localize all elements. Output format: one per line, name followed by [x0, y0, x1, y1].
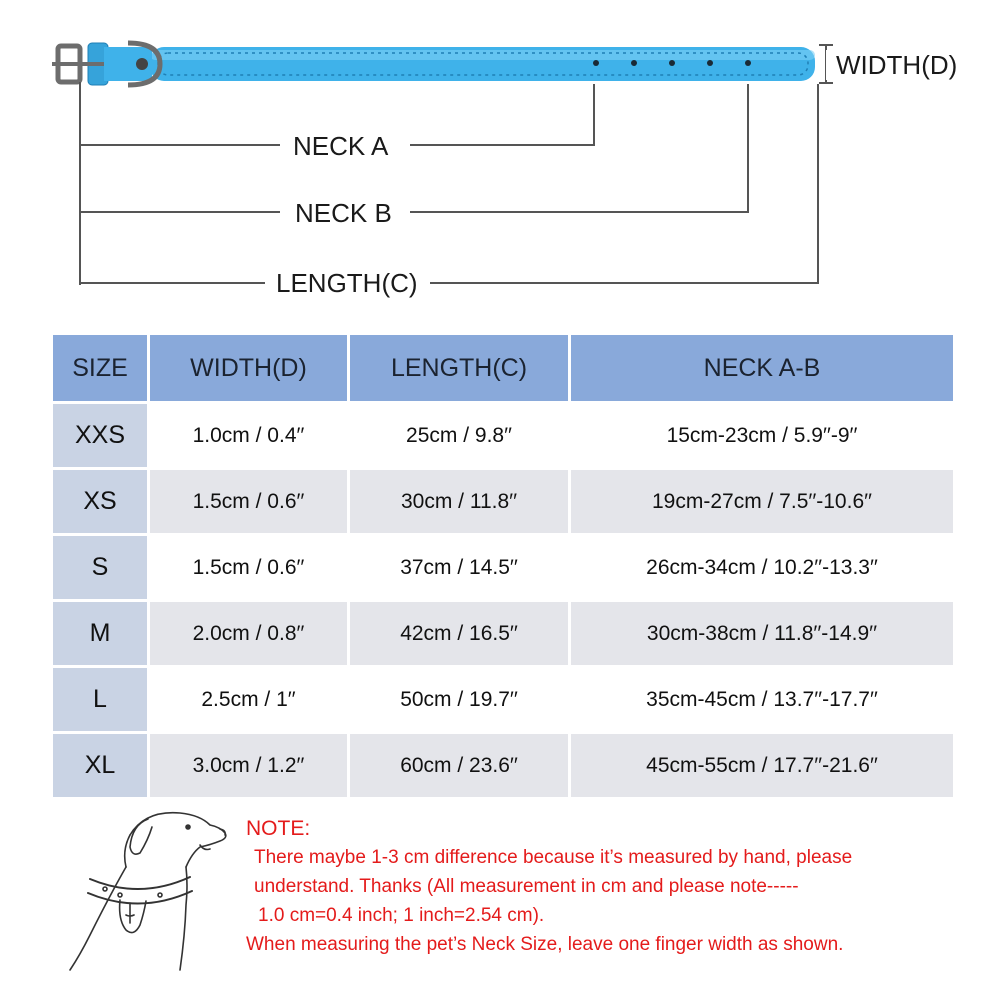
neck-cell: 15cm-23cm / 5.9′′-9′′: [571, 404, 953, 467]
size-cell: S: [53, 536, 147, 599]
measurement-note: [246, 814, 966, 959]
header-length: LENGTH(C): [350, 335, 568, 401]
header-size: SIZE: [53, 335, 147, 401]
dog-sketch-icon: [60, 805, 240, 975]
neck-a-label: NECK A: [283, 131, 398, 161]
size-cell: XL: [53, 734, 147, 797]
width-cell: 1.5cm / 0.6′′: [150, 470, 347, 533]
width-label: WIDTH(D): [826, 50, 967, 80]
table-row: [53, 470, 953, 533]
neck-cell: 26cm-34cm / 10.2′′-13.3′′: [571, 536, 953, 599]
length-label: LENGTH(C): [266, 268, 428, 298]
note-line: 1.0 cm=0.4 inch; 1 inch=2.54 cm).: [258, 905, 545, 926]
neck-cell: 35cm-45cm / 13.7′′-17.7′′: [571, 668, 953, 731]
collar-diagram: [0, 0, 1000, 320]
header-width: WIDTH(D): [150, 335, 347, 401]
length-cell: 30cm / 11.8′′: [350, 470, 568, 533]
collar-hole: [631, 60, 637, 66]
collar-hole: [707, 60, 713, 66]
table-row: [53, 536, 953, 599]
collar-strap-highlight: [150, 50, 815, 60]
table-header-row: [53, 335, 953, 401]
neck-cell: 45cm-55cm / 17.7′′-21.6′′: [571, 734, 953, 797]
table-row: [53, 404, 953, 467]
note-title: NOTE:: [246, 817, 311, 840]
length-cell: 50cm / 19.7′′: [350, 668, 568, 731]
note-line: There maybe 1-3 cm difference because it’s measured by hand, please: [254, 847, 853, 868]
length-cell: 37cm / 14.5′′: [350, 536, 568, 599]
size-chart-table: [50, 332, 956, 800]
width-cell: 2.0cm / 0.8′′: [150, 602, 347, 665]
neck-a-line-right: [410, 84, 594, 145]
table-row: [53, 602, 953, 665]
width-cell: 3.0cm / 1.2′′: [150, 734, 347, 797]
collar-hole: [669, 60, 675, 66]
length-line-right: [430, 84, 818, 283]
collar-hole: [745, 60, 751, 66]
table-row: [53, 734, 953, 797]
size-cell: XS: [53, 470, 147, 533]
neck-cell: 30cm-38cm / 11.8′′-14.9′′: [571, 602, 953, 665]
length-cell: 60cm / 23.6′′: [350, 734, 568, 797]
neck-cell: 19cm-27cm / 7.5′′-10.6′′: [571, 470, 953, 533]
size-cell: L: [53, 668, 147, 731]
collar-hole: [593, 60, 599, 66]
size-cell: M: [53, 602, 147, 665]
size-cell: XXS: [53, 404, 147, 467]
neck-b-label: NECK B: [285, 198, 402, 228]
width-cell: 1.5cm / 0.6′′: [150, 536, 347, 599]
length-cell: 42cm / 16.5′′: [350, 602, 568, 665]
width-cell: 1.0cm / 0.4′′: [150, 404, 347, 467]
width-cell: 2.5cm / 1′′: [150, 668, 347, 731]
note-line: When measuring the pet’s Neck Size, leave one finger width as shown.: [246, 934, 844, 955]
collar-diagram-lines: [0, 0, 1000, 320]
table-row: [53, 668, 953, 731]
note-line: understand. Thanks (All measurement in cm and please note-----: [254, 876, 799, 897]
header-neck: NECK A-B: [571, 335, 953, 401]
neck-b-line-right: [410, 84, 748, 212]
length-cell: 25cm / 9.8′′: [350, 404, 568, 467]
